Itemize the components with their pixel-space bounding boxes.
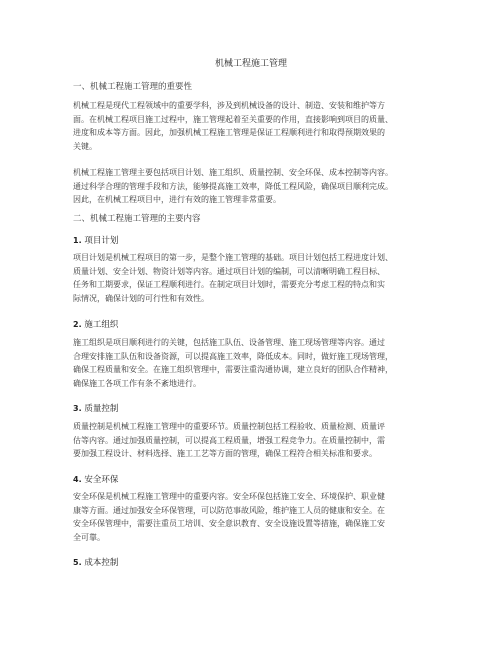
subsection-number: 4. — [73, 475, 82, 484]
subsection-heading-2 — [73, 319, 118, 331]
text-line: 安全环保管理中，需要注重员工培训、安全意识教育、安全设施设置等措施，确保施工安 — [73, 519, 385, 528]
text-line: 施工组织是项目顺利进行的关键，包括施工队伍、设备管理、施工现场管理等内容。通过 — [73, 338, 385, 347]
text-line: 机械工程施工管理主要包括项目计划、施工组织、质量控制、安全环保、成本控制等内容。 — [73, 168, 393, 177]
text-line: 要加强工程设计、材料选择、施工工艺等方面的管理，确保工程符合相关标准和要求。 — [73, 449, 377, 458]
subsection-paragraph-4 — [73, 490, 438, 544]
section1-paragraph-1 — [73, 99, 438, 153]
subsection-paragraph-3 — [73, 420, 438, 461]
subsection-number: 1. — [73, 236, 82, 245]
text-line: 通过科学合理的管理手段和方法，能够提高施工效率，降低工程风险，确保项目顺利完成。 — [73, 181, 393, 191]
subsection-number: 5. — [73, 558, 82, 567]
text-line: 因此，在机械工程项目中，进行有效的施工管理非常重要。 — [73, 195, 281, 204]
subsection-paragraph-2 — [73, 336, 438, 390]
subsection-number: 3. — [73, 404, 82, 413]
subsection-paragraph-1 — [73, 251, 438, 305]
subsection-heading-3 — [73, 403, 118, 415]
section1-paragraph-2 — [73, 166, 438, 207]
subsection-title: 成本控制 — [84, 558, 119, 568]
text-line: 任务和工期要求，保证工程顺利进行。在制定项目计划时，需要充分考虑工程的特点和实 — [73, 280, 385, 289]
text-line: 确保工程质量和安全。在施工组织管理中，需要注重沟通协调，建立良好的团队合作精神， — [73, 365, 393, 374]
subsection-title: 施工组织 — [84, 320, 119, 330]
text-line: 康等方面。通过加强安全环保管理，可以防范事故风险，维护施工人员的健康和安全。在 — [73, 505, 385, 515]
text-line: 项目计划是机械工程项目的第一步，是整个施工管理的基础。项目计划包括工程进度计划、 — [73, 253, 393, 262]
subsection-heading-4 — [73, 474, 118, 486]
text-line: 确保施工各项工作有条不紊地进行。 — [73, 378, 201, 388]
text-line: 安全环保是机械工程施工管理中的重要内容。安全环保包括施工安全、环境保护、职业健 — [73, 492, 385, 501]
subsection-title: 安全环保 — [84, 475, 119, 485]
text-line: 质量控制是机械工程施工管理中的重要环节。质量控制包括工程验收、质量检测、质量评 — [73, 422, 385, 431]
text-line: 进度和成本等方面。因此，加强机械工程施工管理是保证工程顺利进行和取得预期效果的 — [73, 128, 385, 137]
subsection-heading-1 — [73, 235, 118, 247]
subsection-heading-5 — [73, 557, 118, 569]
text-line: 估等内容。通过加强质量控制，可以提高工程质量，增强工程竞争力。在质量控制中，需 — [73, 435, 385, 445]
text-line: 质量计划、安全计划、物资计划等内容。通过项目计划的编制，可以清晰明确工程目标、 — [73, 266, 385, 276]
subsection-title: 项目计划 — [84, 236, 119, 246]
subsection-title: 质量控制 — [84, 404, 119, 414]
text-line: 际情况，确保计划的可行性和有效性。 — [73, 293, 209, 303]
section2-heading: 二、机械工程施工管理的主要内容 — [73, 214, 201, 224]
document-title: 机械工程施工管理 — [214, 59, 287, 69]
text-line: 关键。 — [73, 141, 97, 151]
section1-heading: 一、机械工程施工管理的重要性 — [73, 82, 193, 92]
text-line: 机械工程是现代工程领域中的重要学科，涉及到机械设备的设计、制造、安装和维护等方 — [73, 101, 385, 110]
text-line: 合理安排施工队伍和设备资源，可以提高施工效率，降低成本。同时，做好施工现场管理， — [73, 351, 393, 361]
subsection-number: 2. — [73, 320, 82, 329]
text-line: 面。在机械工程项目施工过程中，施工管理起着至关重要的作用，直接影响到项目的质量、 — [73, 114, 393, 124]
text-line: 全可靠。 — [73, 532, 105, 542]
